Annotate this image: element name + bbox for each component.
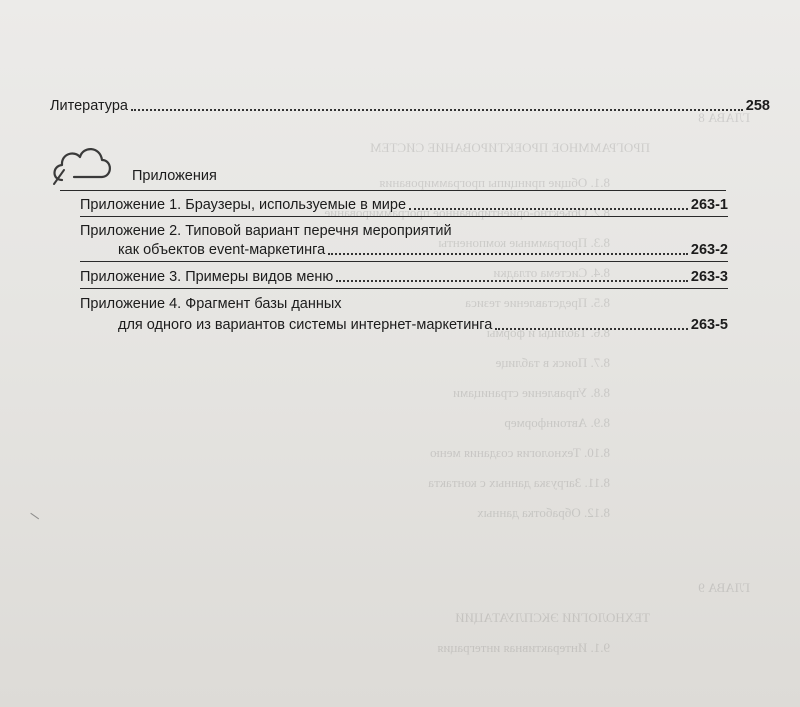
section-divider (60, 190, 726, 191)
toc-page-number: 263-5 (690, 317, 728, 333)
toc-entry-continuation: как объектов event-маркетинга (118, 242, 326, 258)
toc-entry-appendix-3 (80, 268, 728, 289)
dot-leader (336, 280, 688, 282)
section-title-appendices: Приложения (132, 168, 217, 184)
toc-entry-continuation: для одного из вариантов системы интернет-маркетинга (118, 317, 493, 333)
dot-leader (495, 328, 688, 330)
toc-entry-label: Литература (50, 98, 128, 114)
page-bleed-through: ГЛАВА 8 ПРОГРАММНОЕ ПРОЕКТИРОВАНИЕ СИСТЕМ 8.1. Общие принципы программирования 8.2. Объектно-ориентированное программирование 8.3. Программные компоненты 8.4. Система отладки 8.5. Представление тезиса 8.6. Таблицы и формы 8.7. Поиск в таблице 8.8. Управление страницами 8.9. Автоинформер 8.10. Технология создания меню 8.11. Загрузка данных с контакта 8.12. Обработка данных ГЛАВА 9 ТЕХНОЛОГИИ ЭКСПЛУАТАЦИИ 9.1. Интерактивная интеграция (324, 110, 750, 655)
toc-entry-appendix-2-label: Приложение 2. Типовой вариант перечня мероприятий (80, 223, 452, 239)
dot-leader (131, 109, 743, 111)
toc-page-number: 263-2 (690, 242, 728, 258)
toc-entry-appendix-2 (80, 241, 728, 262)
toc-entry-appendix-4 (80, 316, 728, 334)
pencil-mark (27, 513, 39, 524)
toc-entry-appendix-1 (80, 196, 728, 217)
cloud-icon (50, 140, 114, 188)
toc-entry-appendix-4-label: Приложение 4. Фрагмент базы данных (80, 296, 342, 312)
toc-entry-label: Приложение 1. Браузеры, используемые в мире (80, 197, 407, 213)
dot-leader (328, 253, 688, 255)
toc-page-number: 258 (745, 98, 770, 114)
toc-page-number: 263-1 (690, 197, 728, 213)
toc-entry-label: Приложение 3. Примеры видов меню (80, 269, 334, 285)
toc-entry-literature (50, 97, 770, 115)
dot-leader (409, 208, 688, 210)
toc-page-number: 263-3 (690, 269, 728, 285)
